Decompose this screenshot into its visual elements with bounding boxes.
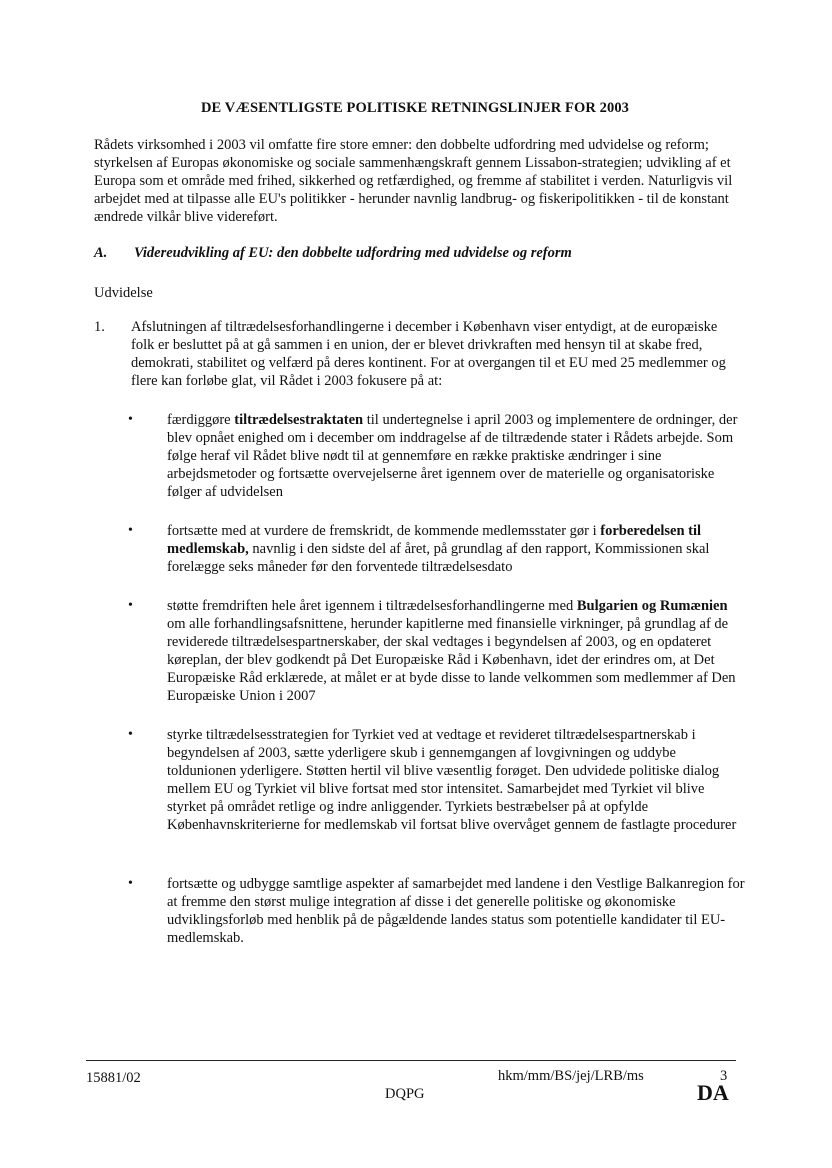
bullet-text: fortsætte med at vurdere de fremskridt, de kommende medlemsstater gør i forberedelsen til medlemskab, navnlig i den sidste del af året, på grundlag af den rapport, Kommissionen skal forelægge seks måneder før den forventede tiltrædelsesdato — [167, 523, 710, 575]
footer-reference: hkm/mm/BS/jej/LRB/ms — [498, 1068, 644, 1084]
bullet-emphasis: tiltrædelsestraktaten — [234, 412, 364, 428]
document-title: DE VÆSENTLIGSTE POLITISKE RETNINGSLINJER FOR 2003 — [200, 100, 630, 116]
section-heading — [94, 245, 572, 262]
footer-page-number: 3 — [720, 1068, 728, 1084]
bullet-text: fortsætte og udbygge samtlige aspekter af samarbejdet med landene i den Vestlige Balkanregion for at fremme den størst mulige integration af disse i det generelle politiske og økonomiske udviklingsforløb med henblik på de pågældende landes status som potentielle kandidater til EU-medlemskab. — [167, 876, 745, 946]
bullet-icon: • — [128, 523, 133, 538]
footer-department: DQPG — [385, 1086, 425, 1102]
footer-divider — [86, 1060, 736, 1061]
intro-paragraph: Rådets virksomhed i 2003 vil omfatte fire store emner: den dobbelte udfordring med udvidelse og reform; styrkelsen af Europas økonomiske og sociale sammenhængskraft gennem Lissabon-strategien; udvikling af et Europa som et område med frihed, sikkerhed og retfærdighed, og fremme af stabilitet i verden. Naturligvis vil arbejdet med at tilpasse alle EU's politikker - herunder navnlig landbrug- og fiskeripolitikken - til de konstant ændrede vilkår blive videreført. — [94, 137, 733, 225]
bullet-icon: • — [128, 598, 133, 613]
bullet-text: støtte fremdriften hele året igennem i tiltrædelsesforhandlingerne med Bulgarien og Rumænien om alle forhandlingsafsnittene, herunder kapitlerne med finansielle virkninger, på grundlag af de reviderede tiltrædelsespartnerskaber, der skal vedtages i begyndelsen af 2003, og en opdateret køreplan, der blev godkendt på Det Europæiske Råd i København, idet der erindres om, at Det Europæiske Råd erklærede, at målet er at byde disse to lande velkommen som medlemmer af Den Europæiske Union i 2007 — [167, 598, 736, 704]
bullet-icon: • — [128, 876, 133, 891]
section-letter: A. — [94, 245, 108, 261]
bullet-text: styrke tiltrædelsesstrategien for Tyrkiet ved at vedtage et revideret tiltrædelsespartnerskab i begyndelsen af 2003, sætte yderligere skub i gennemgangen af lovgivningen og uddybe toldunionen yderligere. Støtten hertil vil blive væsentlig forøget. Den udvidede politiske dialog mellem EU og Tyrkiet vil blive fortsat med stor intensitet. Samarbejdet med Tyrkiet vil blive styrket på området retlige og indre anliggender. Tyrkiets bestræbelser på at opfylde Københavnskriterierne for medlemskab vil fortsat blive overvåget gennem de fastlagte procedurer — [167, 727, 737, 833]
item-number: 1. — [94, 319, 105, 335]
footer-doc-number: 15881/02 — [86, 1070, 141, 1086]
item-text: Afslutningen af tiltrædelsesforhandlingerne i december i København viser entydigt, at de europæiske folk er besluttet på at gå sammen i en union, der er blevet drivkraften med hensyn til at skabe fred, demokrati, stabilitet og velfærd på deres kontinent. For at overgangen til et EU med 25 medlemmer og flere kan forløbe glat, vil Rådet i 2003 fokusere på at: — [131, 319, 726, 389]
footer-language-code: DA — [697, 1080, 729, 1105]
bullet-icon: • — [128, 727, 133, 742]
bullet-text: færdiggøre tiltrædelsestraktaten til undertegnelse i april 2003 og implementere de ordninger, der blev opnået enighed om i december om inddragelse af de tiltrædende stater i Rådets arbejde. Som følge heraf vil Rådet blive nødt til at gennemføre en række praktiske ændringer i sine arbejdsmetoder og fortsætte overvejelserne året igennem over de materielle og organisatoriske følger af udvidelsen — [167, 412, 738, 500]
bullet-emphasis: forberedelsen til medlemskab, — [167, 523, 702, 557]
bullet-icon: • — [128, 412, 133, 427]
subheading: Udvidelse — [94, 285, 153, 301]
bullet-emphasis: Bulgarien og Rumænien — [576, 598, 728, 614]
section-title: Videreudvikling af EU: den dobbelte udfordring med udvidelse og reform — [134, 245, 572, 261]
